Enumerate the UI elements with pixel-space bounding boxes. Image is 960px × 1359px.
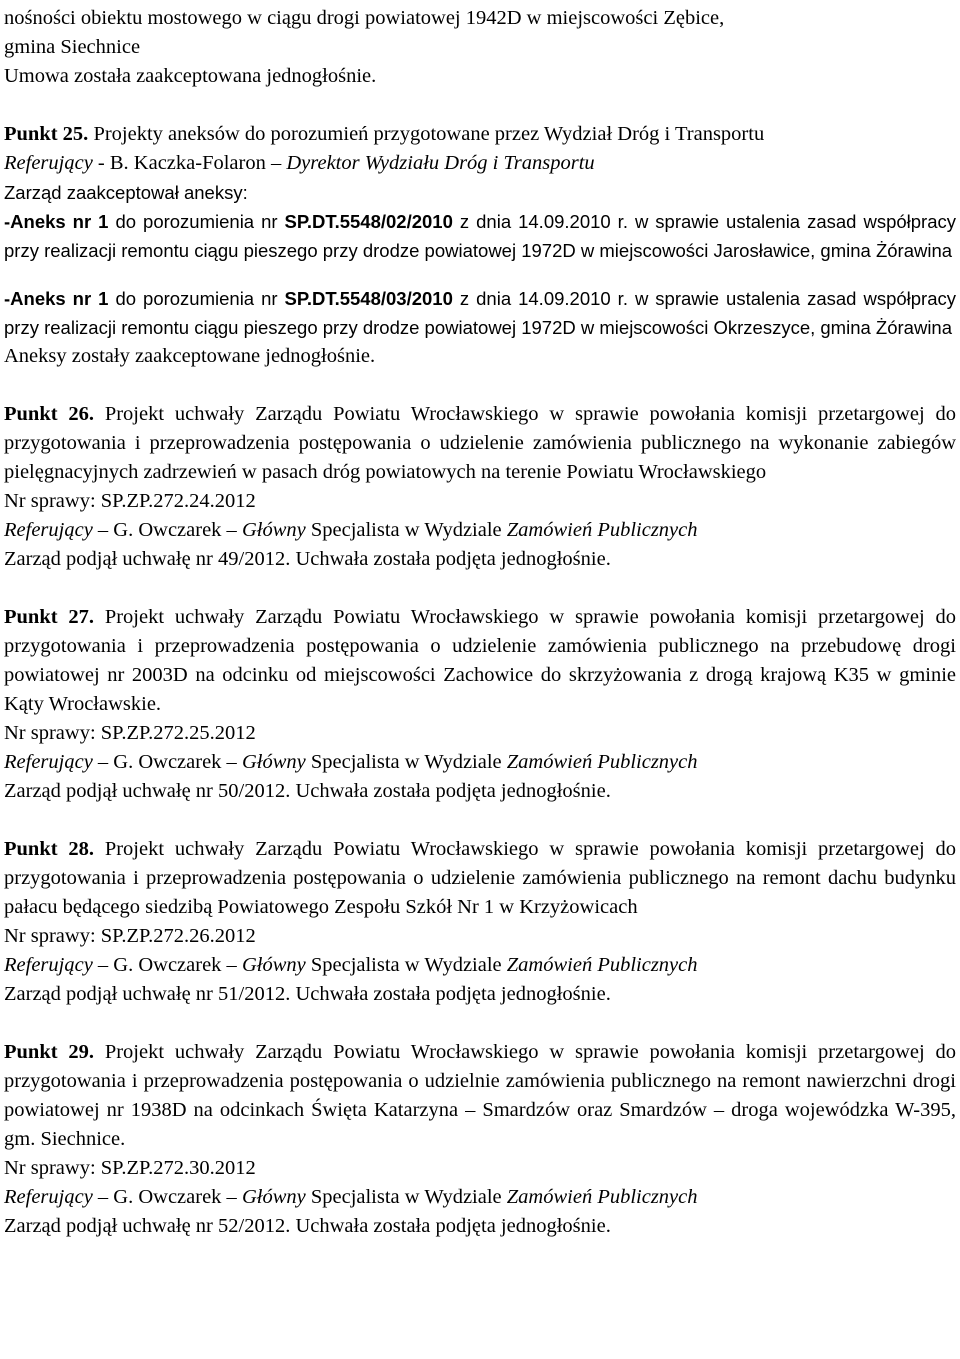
- referent-prefix: Referujący: [4, 152, 93, 174]
- punkt-26-text: Projekt uchwały Zarządu Powiatu Wrocławskiego w sprawie powołania komisji przetargowej do przygotowania i przeprowadzenia postępowania o udzielenie zamówienia publicznego na wykonanie zabiegów pielęgnacyjnych zadrzewień w pasach dróg powiatowych na terenie Powiatu Wrocławskiego: [4, 403, 956, 483]
- punkt-25-referent: [4, 149, 956, 178]
- referent-role-1: Główny: [241, 954, 306, 976]
- referent-role: Dyrektor Wydziału Dróg i Transportu: [286, 152, 595, 174]
- annex-1: [4, 207, 956, 265]
- punkt-25-label: Punkt 25.: [4, 123, 89, 145]
- annex-2-mid: do porozumienia nr: [108, 288, 285, 309]
- punkt-29-body: [4, 1038, 956, 1154]
- referent-mid: Specjalista w Wydziale: [305, 519, 507, 541]
- referent-role-2: Zamówień Publicznych: [506, 954, 698, 976]
- section-punkt-29: [4, 1038, 956, 1241]
- referent-prefix: Referujący: [4, 954, 93, 976]
- referent-role-2: Zamówień Publicznych: [506, 751, 698, 773]
- section-punkt-27: [4, 603, 956, 806]
- section-punkt-26: [4, 400, 956, 574]
- referent-name: – G. Owczarek –: [92, 1186, 242, 1208]
- section-punkt-25: [4, 120, 956, 371]
- punkt-27-referent: [4, 748, 956, 777]
- top-line-2: gmina Siechnice: [4, 36, 141, 58]
- punkt-26-result: Zarząd podjął uchwałę nr 49/2012. Uchwała została podjęta jednogłośnie.: [4, 548, 611, 570]
- punkt-26-referent: [4, 516, 956, 545]
- punkt-27-label: Punkt 27.: [4, 606, 94, 628]
- punkt-28-case: Nr sprawy: SP.ZP.272.26.2012: [4, 925, 256, 947]
- punkt-28-text: Projekt uchwały Zarządu Powiatu Wrocławskiego w sprawie powołania komisji przetargowej do przygotowania i przeprowadzenia postępowania o udzielenie zamówienia publicznego na remont dachu budynku pałacu będącego siedzibą Powiatowego Zespołu Szkół Nr 1 w Krzyżowicach: [4, 838, 956, 918]
- annex-1-number: SP.DT.5548/02/2010: [284, 211, 453, 232]
- top-accepted: Umowa została zaakceptowana jednogłośnie.: [4, 65, 377, 87]
- referent-role-2: Zamówień Publicznych: [506, 1186, 698, 1208]
- punkt-26-label: Punkt 26.: [4, 403, 94, 425]
- punkt-28-referent: [4, 951, 956, 980]
- punkt-27-result: Zarząd podjął uchwałę nr 50/2012. Uchwała została podjęta jednogłośnie.: [4, 780, 611, 802]
- referent-prefix: Referujący: [4, 1186, 93, 1208]
- punkt-25-heading: [4, 120, 956, 149]
- referent-role-2: Zamówień Publicznych: [506, 519, 698, 541]
- referent-mid: Specjalista w Wydziale: [305, 1186, 507, 1208]
- punkt-25-accepted: Aneksy zostały zaakceptowane jednogłośnie.: [4, 345, 376, 367]
- punkt-28-label: Punkt 28.: [4, 838, 94, 860]
- referent-role-1: Główny: [241, 1186, 306, 1208]
- annex-1-mid: do porozumienia nr: [108, 211, 285, 232]
- punkt-27-text: Projekt uchwały Zarządu Powiatu Wrocławskiego w sprawie powołania komisji przetargowej do przygotowania i przeprowadzenia postępowania o udzielenie zamówienia publicznego na przebudowę drogi powiatowej nr 2003D na odcinku od miejscowości Zachowice do skrzyżowania z drogą krajową K35 w gminie Kąty Wrocławskie.: [4, 606, 956, 715]
- referent-mid: Specjalista w Wydziale: [305, 751, 507, 773]
- punkt-27-body: [4, 603, 956, 719]
- punkt-25-board: Zarząd zaakceptował aneksy:: [4, 182, 248, 203]
- punkt-29-result: Zarząd podjął uchwałę nr 52/2012. Uchwała została podjęta jednogłośnie.: [4, 1215, 611, 1237]
- punkt-26-case: Nr sprawy: SP.ZP.272.24.2012: [4, 490, 256, 512]
- referent-name: - B. Kaczka-Folaron –: [92, 152, 287, 174]
- referent-name: – G. Owczarek –: [92, 751, 242, 773]
- section-punkt-28: [4, 835, 956, 1009]
- top-line-1: nośności obiektu mostowego w ciągu drogi powiatowej 1942D w miejscowości Zębice,: [4, 7, 725, 29]
- annex-2-head: -Aneks nr 1: [4, 288, 109, 309]
- annex-2: [4, 284, 956, 342]
- referent-role-1: Główny: [241, 519, 306, 541]
- punkt-29-referent: [4, 1183, 956, 1212]
- punkt-25-heading-text: Projekty aneksów do porozumień przygotowane przez Wydział Dróg i Transportu: [88, 123, 765, 145]
- punkt-28-result: Zarząd podjął uchwałę nr 51/2012. Uchwała została podjęta jednogłośnie.: [4, 983, 611, 1005]
- referent-mid: Specjalista w Wydziale: [305, 954, 507, 976]
- punkt-29-case: Nr sprawy: SP.ZP.272.30.2012: [4, 1157, 256, 1179]
- punkt-29-text: Projekt uchwały Zarządu Powiatu Wrocławskiego w sprawie powołania komisji przetargowej do przygotowania i przeprowadzenia postępowania o udzielnie zamówienia publicznego na remont nawierzchni drogi powiatowej nr 1938D na odcinkach Święta Katarzyna – Smardzów oraz Smardzów – droga wojewódzka W-395, gm. Siechnice.: [4, 1041, 956, 1150]
- punkt-28-body: [4, 835, 956, 922]
- annex-1-head: -Aneks nr 1: [4, 211, 109, 232]
- punkt-27-case: Nr sprawy: SP.ZP.272.25.2012: [4, 722, 256, 744]
- annex-1-tail: z dnia 14.09.2010 r. w sprawie ustalenia zasad współpracy przy realizacji remontu ciągu pieszego przy drodze powiatowej 1972D w miejscowości Jarosławice, gmina Żórawina: [4, 211, 956, 261]
- referent-prefix: Referujący: [4, 751, 93, 773]
- referent-role-1: Główny: [241, 751, 306, 773]
- punkt-29-label: Punkt 29.: [4, 1041, 94, 1063]
- referent-prefix: Referujący: [4, 519, 93, 541]
- referent-name: – G. Owczarek –: [92, 954, 242, 976]
- annex-2-tail: z dnia 14.09.2010 r. w sprawie ustalenia zasad współpracy przy realizacji remontu ciągu pieszego przy drodze powiatowej 1972D w miejscowości Okrzeszyce, gmina Żórawina: [4, 288, 956, 338]
- referent-name: – G. Owczarek –: [92, 519, 242, 541]
- annex-2-number: SP.DT.5548/03/2010: [284, 288, 453, 309]
- punkt-26-body: [4, 400, 956, 487]
